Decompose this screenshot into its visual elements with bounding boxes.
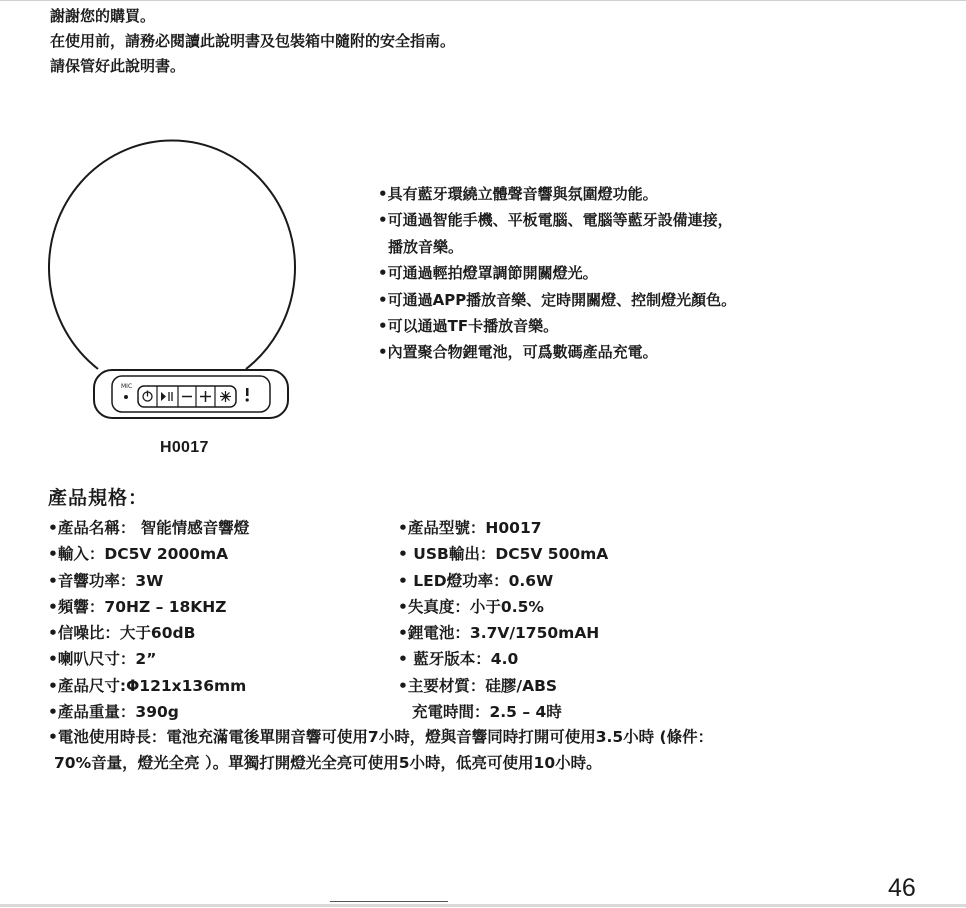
intro-line: 在使用前，請務必閱讀此說明書及包裝箱中隨附的安全指南。 xyxy=(50,32,456,50)
spec-item: •產品重量：390g xyxy=(48,703,179,722)
model-label: H0017 xyxy=(160,439,209,456)
spec-item: •產品型號：H0017 xyxy=(398,519,542,537)
top-rule xyxy=(0,0,966,1)
spec-item: •主要材質：硅膠/ABS xyxy=(398,676,558,695)
spec-item: 充電時間：2.5 – 4時 xyxy=(412,703,562,722)
feature-item: •可通過智能手機、平板電腦、電腦等藍牙設備連接， xyxy=(378,211,733,230)
spec-list-left xyxy=(48,515,249,725)
light-icon xyxy=(220,391,231,402)
speaker-lamp-drawing xyxy=(48,120,298,425)
spec-item: •喇叭尺寸：2” xyxy=(48,650,157,669)
battery-line: •電池使用時長：電池充滿電後單開音響可使用7小時，燈與音響同時打開可使用3.5小時 (條件： xyxy=(48,728,714,746)
feature-list xyxy=(378,181,736,366)
spec-item: • LED燈功率：0.6W xyxy=(398,571,554,590)
spec-item: •產品尺寸:Φ121x136mm xyxy=(48,676,247,695)
feature-item: •可通過輕拍燈罩調節開關燈光。 xyxy=(378,264,598,283)
spec-item: • USB輸出：DC5V 500mA xyxy=(398,545,609,564)
intro-text xyxy=(50,4,455,79)
spec-item: •失真度：小于0.5% xyxy=(398,597,544,616)
feature-item: •內置聚合物鋰電池，可爲數碼產品充電。 xyxy=(378,343,658,362)
feature-item: •可以通過TF卡播放音樂。 xyxy=(378,317,559,336)
battery-life-note xyxy=(48,724,713,777)
bottom-rule xyxy=(0,904,966,907)
globe-shade xyxy=(49,141,295,369)
intro-line: 請保管好此說明書。 xyxy=(50,57,186,75)
spec-item: • 藍牙版本：4.0 xyxy=(398,650,519,669)
spec-heading: 產品規格： xyxy=(48,487,149,509)
intro-line: 謝謝您的購買。 xyxy=(50,7,156,25)
spec-item: •鋰電池：3.7V/1750mAH xyxy=(398,624,600,643)
speaker-base xyxy=(94,370,288,418)
spec-item: •頻響：70HZ – 18KHZ xyxy=(48,597,227,616)
spec-item: •輸入：DC5V 2000mA xyxy=(48,545,229,564)
feature-item: •可通過APP播放音樂、定時開關燈、控制燈光顏色。 xyxy=(378,290,737,309)
svg-text:MIC: MIC xyxy=(121,383,133,390)
spec-item: •產品名稱： 智能情感音響燈 xyxy=(48,519,250,537)
feature-item: 播放音樂。 xyxy=(388,237,464,256)
product-illustration xyxy=(48,120,298,425)
spec-item: •信噪比：大于60dB xyxy=(48,624,196,643)
feature-item: •具有藍牙環繞立體聲音響與氛圍燈功能。 xyxy=(378,185,658,203)
spec-item: •音響功率：3W xyxy=(48,571,164,590)
page-number: 46 xyxy=(888,874,916,902)
bottom-marker xyxy=(330,901,448,905)
spec-list-right xyxy=(398,515,608,725)
bluetooth-icon xyxy=(246,388,249,402)
battery-line: 70%音量，燈光全亮 ）。單獨打開燈光全亮可使用5小時，低亮可使用10小時。 xyxy=(54,754,602,773)
